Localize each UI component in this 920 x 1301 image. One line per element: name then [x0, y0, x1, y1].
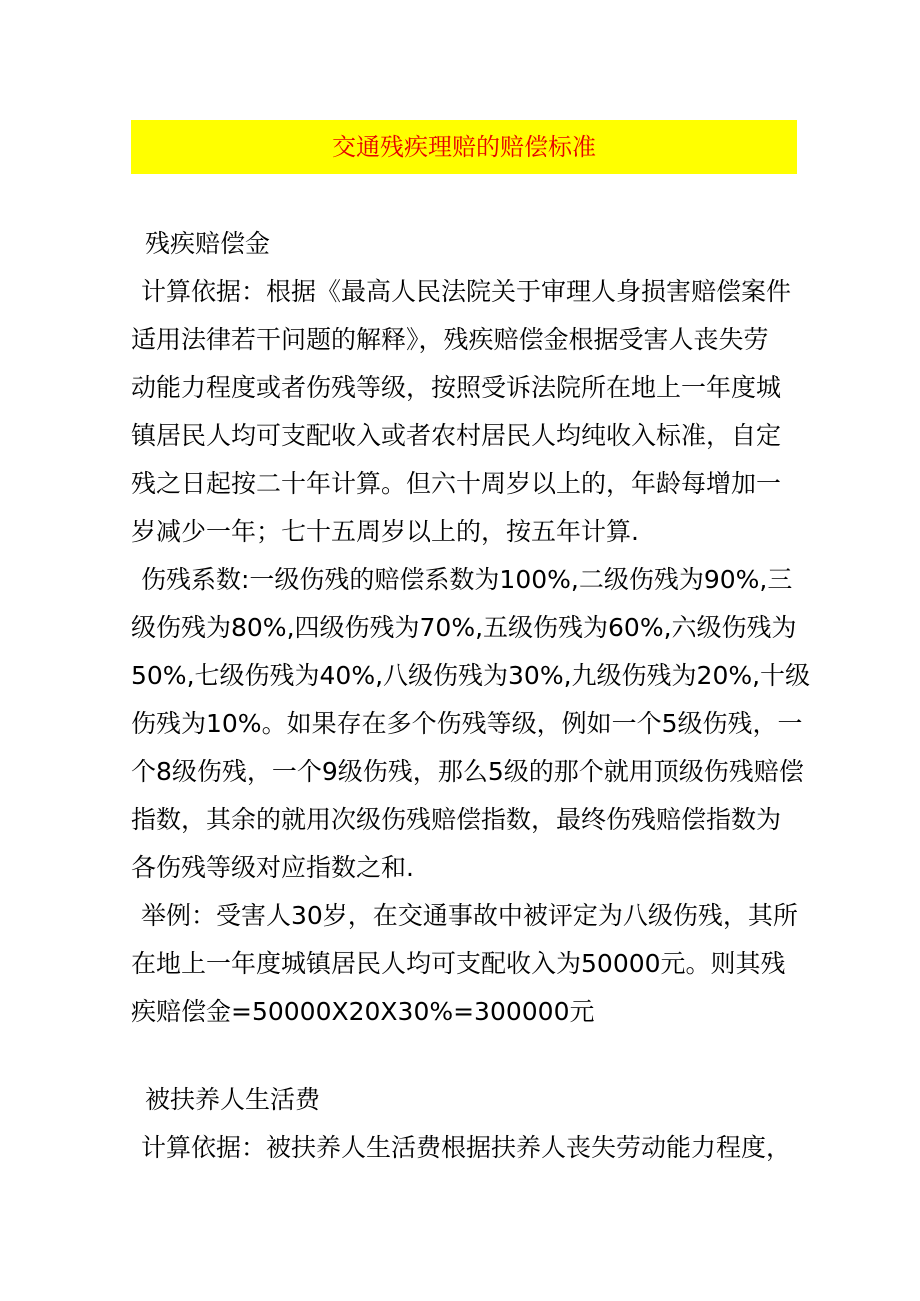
text-line: 残之日起按二十年计算。但六十周岁以上的，年龄每增加一 [131, 469, 782, 498]
text-line: 岁减少一年；七十五周岁以上的，按五年计算. [131, 517, 639, 546]
text-line: 伤残为10%。如果存在多个伤残等级，例如一个5级伤残，一 [131, 709, 803, 738]
section-heading-dependent-living-expenses: 被扶养人生活费 [145, 1085, 321, 1114]
text-line: 级伤残为80%,四级伤残为70%,五级伤残为60%,六级伤残为 [131, 613, 797, 642]
title-banner [131, 120, 797, 174]
document-title: 交通残疾理赔的赔偿标准 [332, 133, 596, 161]
paragraph-example [131, 892, 811, 1036]
text-line: 指数，其余的就用次级伤残赔偿指数，最终伤残赔偿指数为 [131, 805, 782, 834]
text-line: 伤残系数:一级伤残的赔偿系数为100%,二级伤残为90%,三 [141, 565, 793, 594]
text-line: 各伤残等级对应指数之和. [131, 853, 414, 882]
text-line: 疾赔偿金=50000X20X30%=300000元 [131, 997, 595, 1026]
paragraph-calculation-basis [131, 268, 811, 556]
section-heading-disability-compensation: 残疾赔偿金 [145, 229, 271, 258]
text-line: 个8级伤残，一个9级伤残，那么5级的那个就用顶级伤残赔偿 [131, 757, 804, 786]
text-line: 计算依据：被扶养人生活费根据扶养人丧失劳动能力程度， [141, 1133, 792, 1162]
text-line: 计算依据：根据《最高人民法院关于审理人身损害赔偿案件 [141, 277, 792, 306]
text-line: 在地上一年度城镇居民人均可支配收入为50000元。则其残 [131, 949, 786, 978]
text-line: 适用法律若干问题的解释》，残疾赔偿金根据受害人丧失劳 [131, 325, 769, 354]
paragraph-disability-coefficient [131, 556, 811, 892]
text-line: 50%,七级伤残为40%,八级伤残为30%,九级伤残为20%,十级 [131, 661, 811, 690]
section-gap [131, 1036, 811, 1076]
document-body [131, 220, 811, 1172]
paragraph-dependent-calculation-basis [131, 1124, 811, 1172]
text-line: 举例：受害人30岁，在交通事故中被评定为八级伤残，其所 [141, 901, 798, 930]
text-line: 镇居民人均可支配收入或者农村居民人均纯收入标准，自定 [131, 421, 782, 450]
text-line: 动能力程度或者伤残等级，按照受诉法院所在地上一年度城 [131, 373, 782, 402]
